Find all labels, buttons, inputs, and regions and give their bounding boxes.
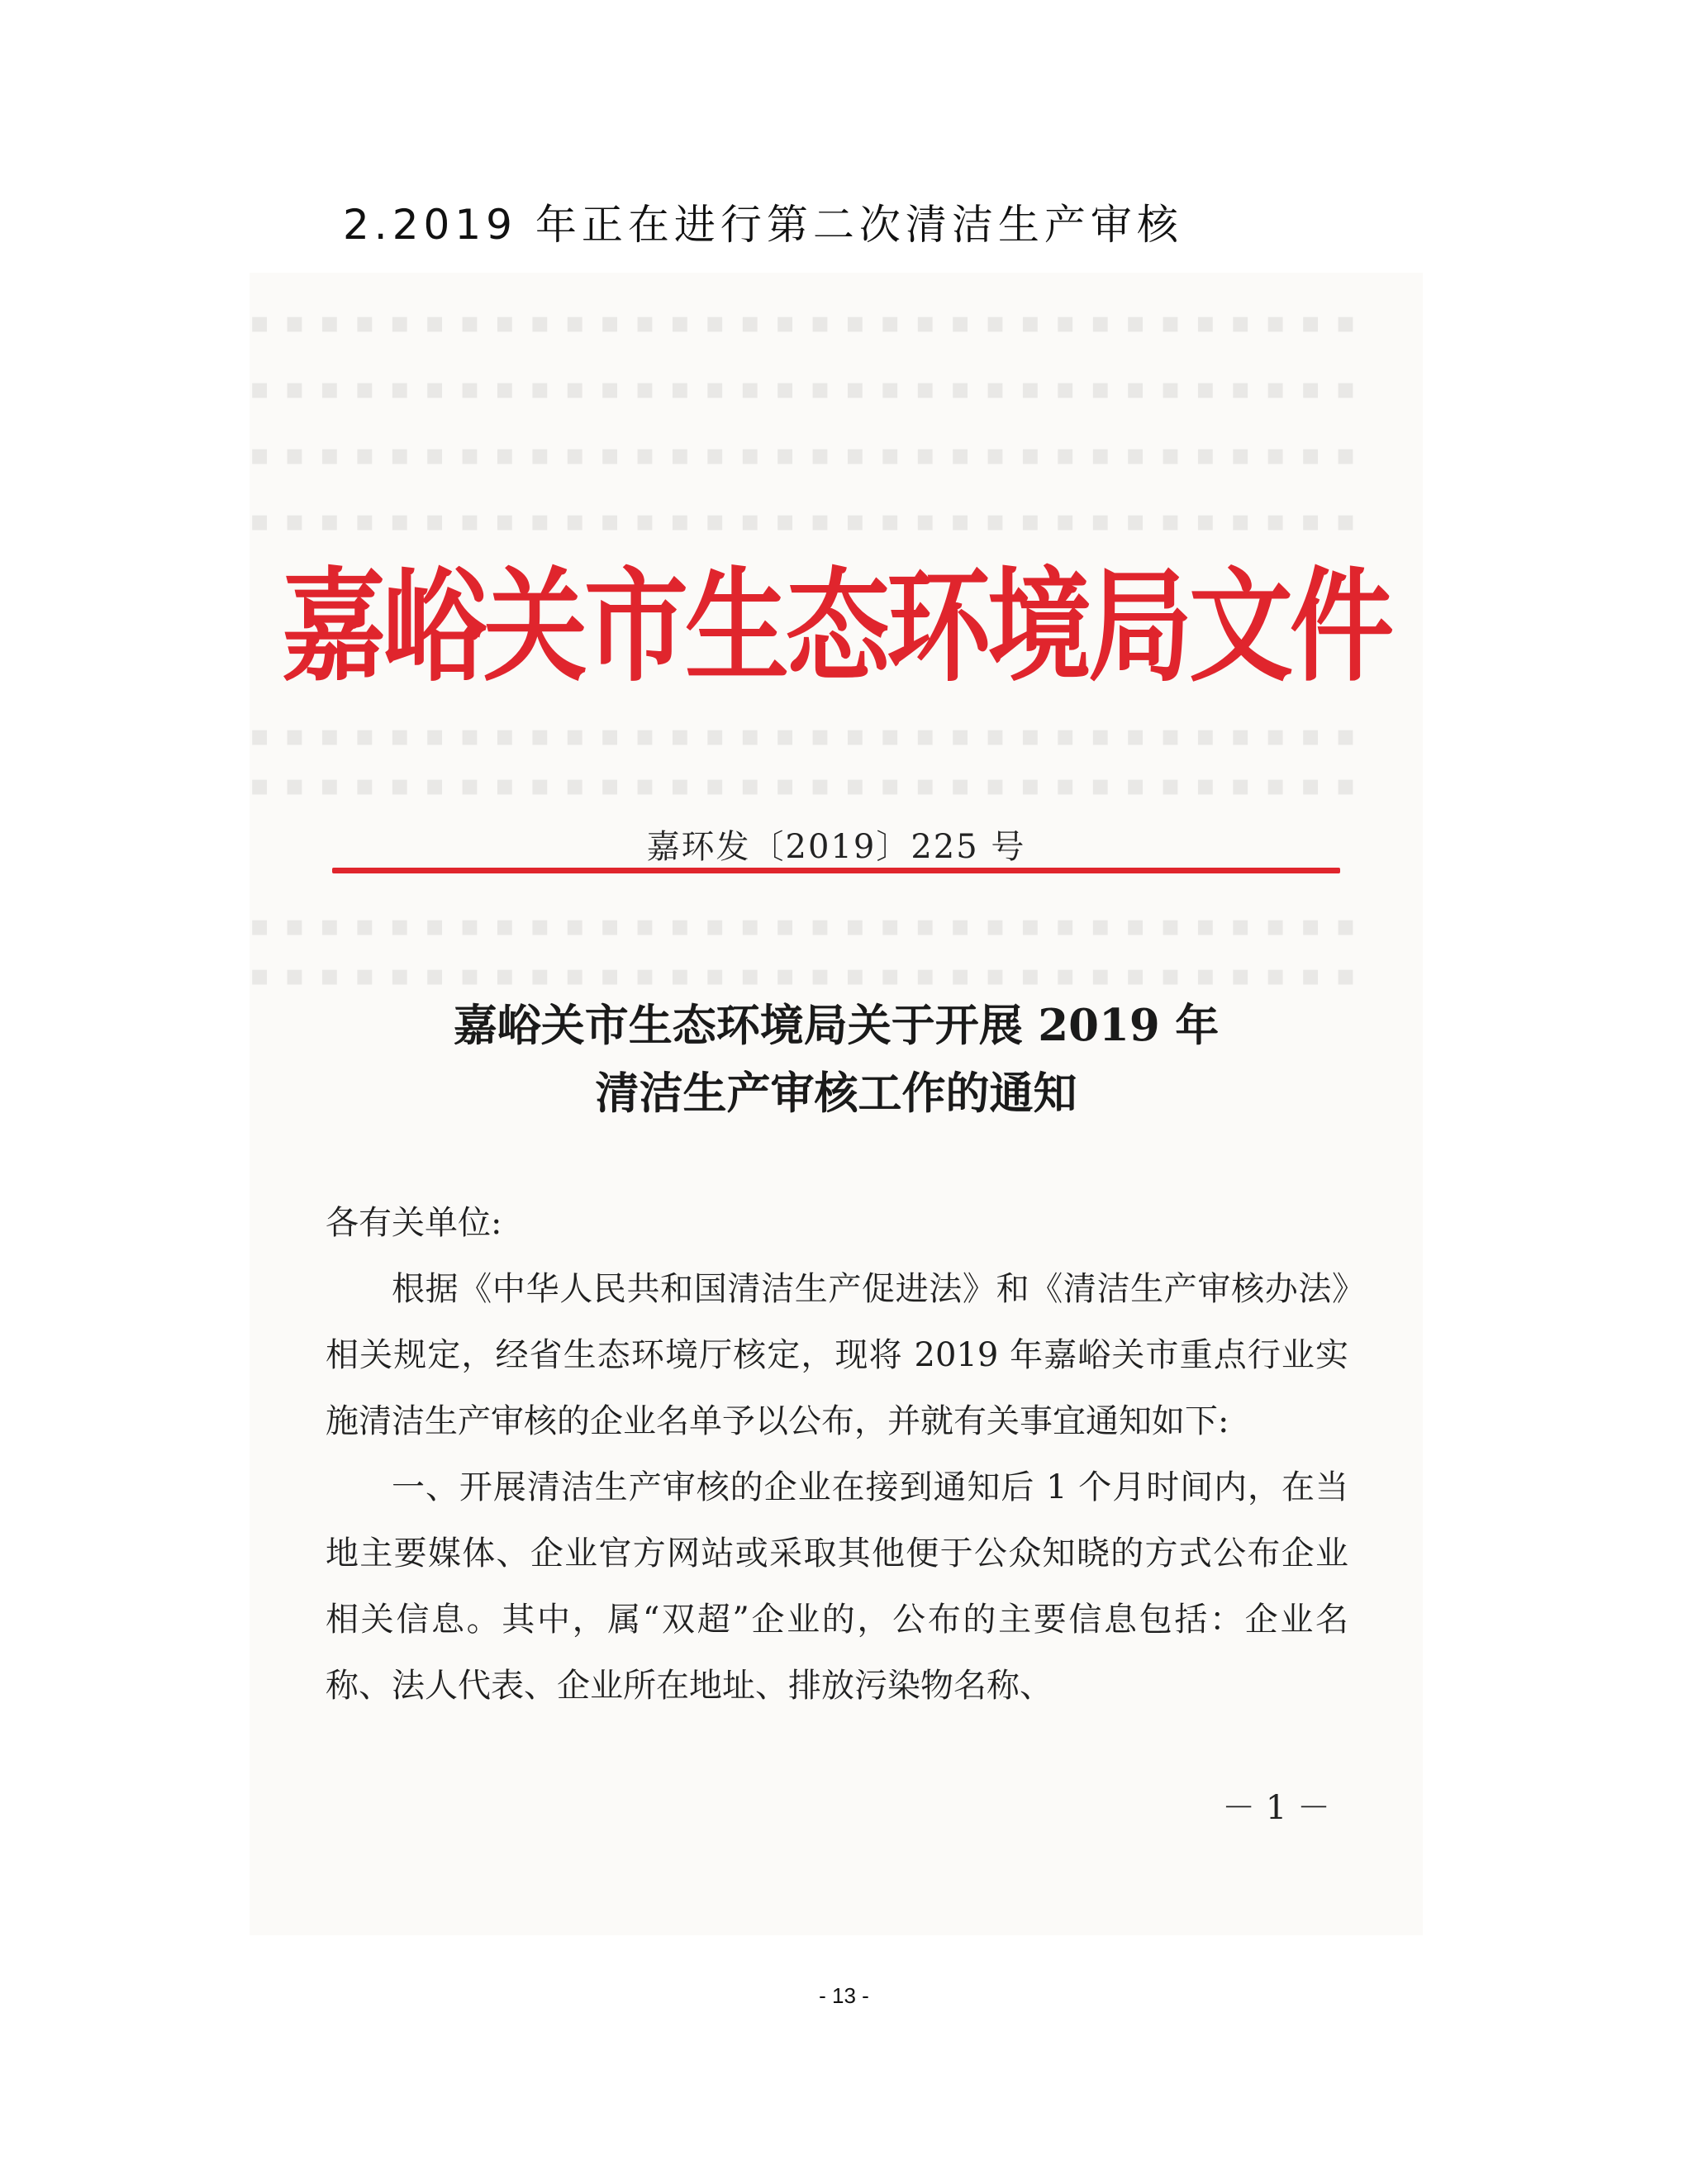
letterhead: 嘉峪关市生态环境局文件 xyxy=(282,554,1391,699)
footer-page-number: - 13 - xyxy=(819,1983,869,2008)
section-heading: 2.2019 年正在进行第二次清洁生产审核 xyxy=(343,201,1183,249)
document-number: 嘉环发〔2019〕225 号 xyxy=(646,828,1026,866)
bleed-through-line: ▪▪▪▪▪▪▪▪▪▪▪▪▪▪▪▪▪▪▪▪▪▪▪▪▪▪▪▪▪▪▪▪ xyxy=(250,768,1371,802)
notice-title-line-1: 嘉峪关市生态环境局关于开展 2019 年 xyxy=(453,1000,1220,1051)
bleed-through-line: ▪▪▪▪▪▪▪▪▪▪▪▪▪▪▪▪▪▪▪▪▪▪▪▪▪▪▪▪▪▪▪▪ xyxy=(250,372,1371,406)
red-divider-line xyxy=(332,868,1340,873)
paragraph-1: 根据《中华人民共和国清洁生产促进法》和《清洁生产审核办法》相关规定，经省生态环境厅核定，现将 2019 年嘉峪关市重点行业实施清洁生产审核的企业名单予以公布，并就有关事宜通知如下: xyxy=(326,1270,1348,1440)
notice-title xyxy=(250,992,1423,1127)
notice-body xyxy=(326,1190,1348,1719)
paragraph-2: 一、开展清洁生产审核的企业在接到通知后 1 个月时间内，在当地主要媒体、企业官方网站或采取其他便于公众知晓的方式公布企业相关信息。其中，属“双超”企业的，公布的主要信息包括：企业名称、法人代表、企业所在地址、排放污染物名称、 xyxy=(326,1468,1348,1705)
notice-title-line-2: 清洁生产审核工作的通知 xyxy=(595,1068,1077,1119)
bleed-through-line: ▪▪▪▪▪▪▪▪▪▪▪▪▪▪▪▪▪▪▪▪▪▪▪▪▪▪▪▪▪▪▪▪ xyxy=(250,504,1371,538)
scanned-notice-image xyxy=(250,273,1423,1935)
bleed-through-line: ▪▪▪▪▪▪▪▪▪▪▪▪▪▪▪▪▪▪▪▪▪▪▪▪▪▪▪▪▪▪▪▪ xyxy=(250,959,1371,992)
bleed-through-line: ▪▪▪▪▪▪▪▪▪▪▪▪▪▪▪▪▪▪▪▪▪▪▪▪▪▪▪▪▪▪▪▪ xyxy=(250,719,1371,753)
bleed-through-line: ▪▪▪▪▪▪▪▪▪▪▪▪▪▪▪▪▪▪▪▪▪▪▪▪▪▪▪▪▪▪▪▪ xyxy=(250,438,1371,472)
salutation: 各有关单位: xyxy=(326,1204,502,1242)
bleed-through-line: ▪▪▪▪▪▪▪▪▪▪▪▪▪▪▪▪▪▪▪▪▪▪▪▪▪▪▪▪▪▪▪▪ xyxy=(250,909,1371,943)
scan-page-number: － 1 － xyxy=(1222,1789,1330,1827)
bleed-through-line: ▪▪▪▪▪▪▪▪▪▪▪▪▪▪▪▪▪▪▪▪▪▪▪▪▪▪▪▪▪▪▪▪ xyxy=(250,306,1371,340)
